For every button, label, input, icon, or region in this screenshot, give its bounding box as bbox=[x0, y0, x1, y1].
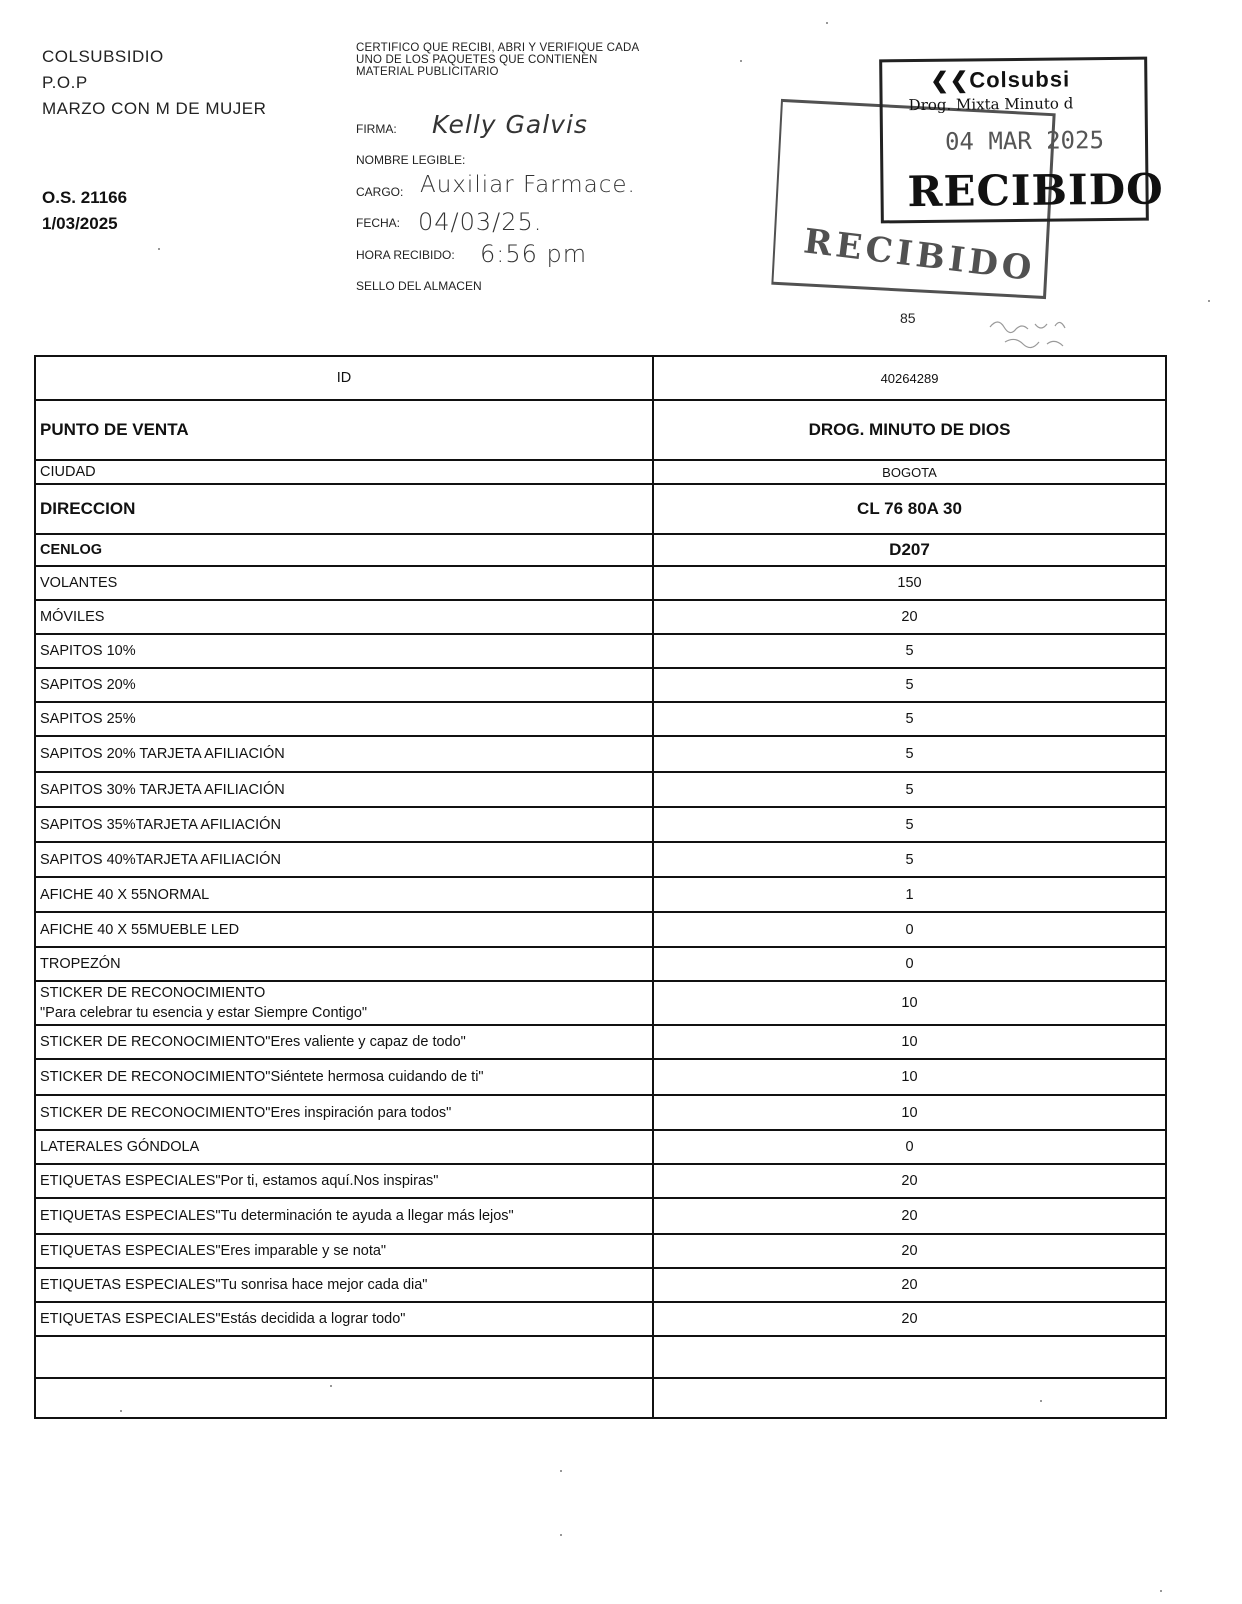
stamp-store: Drog. Mixta Minuto d bbox=[908, 94, 1074, 115]
scan-speck bbox=[1160, 1590, 1162, 1592]
table-row bbox=[36, 357, 1165, 401]
row-value: 10 bbox=[901, 1104, 918, 1121]
table-row bbox=[36, 878, 1165, 913]
row-label: CIUDAD bbox=[36, 461, 654, 483]
row-value bbox=[654, 1379, 1165, 1417]
scan-speck bbox=[560, 1470, 562, 1472]
row-value: 10 bbox=[901, 1069, 918, 1085]
certification-statement: CERTIFICO QUE RECIBI, ABRI Y VERIFIQUE CADA UNO DE LOS PAQUETES QUE CONTIENEN MATERIAL PUBLICITARIO bbox=[356, 42, 639, 78]
table-row bbox=[36, 1199, 1165, 1235]
table-row bbox=[36, 669, 1165, 703]
table-row bbox=[36, 737, 1165, 773]
row-value: 0 bbox=[905, 956, 914, 972]
row-value: 5 bbox=[905, 851, 914, 868]
cargo-value: Auxiliar Farmace. bbox=[420, 172, 636, 198]
row-label: LATERALES GÓNDOLA bbox=[36, 1131, 654, 1163]
row-label-line2: "Para celebrar tu esencia y estar Siempre Contigo" bbox=[40, 1005, 368, 1021]
row-label: SAPITOS 30% TARJETA AFILIACIÓN bbox=[36, 773, 654, 806]
row-value: 40264289 bbox=[880, 370, 939, 386]
scan-speck bbox=[740, 60, 742, 62]
category: P.O.P bbox=[42, 73, 88, 92]
order-info bbox=[42, 185, 127, 237]
page-number: 85 bbox=[900, 310, 916, 326]
table-row bbox=[36, 703, 1165, 737]
row-value: 0 bbox=[905, 1139, 914, 1155]
row-value: 0 bbox=[905, 921, 914, 938]
row-value: CL 76 80A 30 bbox=[857, 499, 962, 518]
row-label: AFICHE 40 X 55MUEBLE LED bbox=[36, 913, 654, 946]
row-label: ETIQUETAS ESPECIALES"Tu sonrisa hace mejor cada dia" bbox=[36, 1269, 654, 1301]
row-value: 5 bbox=[905, 677, 914, 693]
row-label: CENLOG bbox=[36, 535, 654, 565]
row-value: 5 bbox=[905, 746, 914, 762]
row-label: ETIQUETAS ESPECIALES"Eres imparable y se nota" bbox=[36, 1235, 654, 1267]
row-value: 5 bbox=[905, 711, 914, 727]
table-row bbox=[36, 461, 1165, 485]
row-label: SAPITOS 35%TARJETA AFILIACIÓN bbox=[36, 808, 654, 841]
row-label: ETIQUETAS ESPECIALES"Estás decidida a lograr todo" bbox=[36, 1303, 654, 1335]
scan-speck bbox=[826, 22, 828, 24]
row-value: BOGOTA bbox=[882, 464, 937, 480]
row-value: 1 bbox=[905, 886, 914, 903]
row-value: 10 bbox=[901, 995, 918, 1011]
row-label: VOLANTES bbox=[36, 567, 654, 599]
table-row bbox=[36, 1337, 1165, 1379]
row-value: 5 bbox=[905, 816, 914, 833]
table-row bbox=[36, 1026, 1165, 1060]
table-row bbox=[36, 913, 1165, 948]
row-label: PUNTO DE VENTA bbox=[36, 401, 654, 459]
table-row bbox=[36, 773, 1165, 808]
scan-speck bbox=[560, 1534, 562, 1536]
row-label: AFICHE 40 X 55NORMAL bbox=[36, 878, 654, 911]
row-label bbox=[36, 1337, 654, 1377]
row-label bbox=[36, 982, 654, 1024]
table-row bbox=[36, 635, 1165, 669]
order-number: O.S. 21166 bbox=[42, 188, 128, 207]
row-value: 5 bbox=[905, 781, 914, 798]
table-row bbox=[36, 1165, 1165, 1199]
row-label: TROPEZÓN bbox=[36, 948, 654, 980]
stamp-status: RECIBIDO bbox=[907, 164, 1164, 217]
hora-value: 6:56 pm bbox=[480, 240, 588, 268]
cargo-label: CARGO: bbox=[356, 185, 404, 199]
campaign-name: MARZO CON M DE MUJER bbox=[42, 99, 267, 118]
stamp-brand: ❮❮Colsubsi bbox=[930, 66, 1071, 93]
row-value bbox=[654, 1337, 1165, 1377]
row-label: SAPITOS 40%TARJETA AFILIACIÓN bbox=[36, 843, 654, 876]
table-row bbox=[36, 401, 1165, 461]
received-stamp bbox=[879, 57, 1164, 224]
table-row bbox=[36, 1269, 1165, 1303]
scan-speck bbox=[1208, 300, 1210, 302]
table-row bbox=[36, 982, 1165, 1026]
scan-speck bbox=[158, 248, 160, 250]
row-value: 5 bbox=[905, 643, 914, 659]
row-value: DROG. MINUTO DE DIOS bbox=[808, 420, 1011, 439]
table-row bbox=[36, 808, 1165, 843]
row-label: ID bbox=[36, 357, 654, 399]
row-value: 20 bbox=[901, 1277, 918, 1293]
table-row bbox=[36, 1235, 1165, 1269]
sello-label: SELLO DEL ALMACEN bbox=[356, 279, 482, 293]
row-label: DIRECCION bbox=[36, 485, 654, 533]
scan-speck bbox=[1040, 1400, 1042, 1402]
firma-label: FIRMA: bbox=[356, 122, 397, 136]
company-name: COLSUBSIDIO bbox=[42, 47, 164, 66]
row-label: SAPITOS 20% bbox=[36, 669, 654, 701]
scan-speck bbox=[330, 1385, 332, 1387]
row-value: 20 bbox=[901, 1311, 918, 1327]
table-row bbox=[36, 535, 1165, 567]
table-row bbox=[36, 601, 1165, 635]
table-row bbox=[36, 1303, 1165, 1337]
fecha-value: 04/03/25. bbox=[418, 208, 543, 236]
row-label: ETIQUETAS ESPECIALES"Tu determinación te ayuda a llegar más lejos" bbox=[36, 1199, 654, 1233]
order-date: 1/03/2025 bbox=[42, 214, 118, 233]
table-row bbox=[36, 1060, 1165, 1096]
stamp-date: 04 MAR 2025 bbox=[944, 126, 1105, 156]
row-value: 20 bbox=[901, 1243, 918, 1259]
row-label: SAPITOS 20% TARJETA AFILIACIÓN bbox=[36, 737, 654, 771]
table-row bbox=[36, 948, 1165, 982]
row-label: STICKER DE RECONOCIMIENTO"Siéntete hermosa cuidando de ti" bbox=[36, 1060, 654, 1094]
table-row bbox=[36, 1131, 1165, 1165]
row-value: 20 bbox=[901, 1173, 918, 1189]
row-label: SAPITOS 25% bbox=[36, 703, 654, 735]
row-label-line1: STICKER DE RECONOCIMIENTO bbox=[40, 985, 266, 1001]
table-row bbox=[36, 1379, 1165, 1419]
row-value: 20 bbox=[901, 1208, 918, 1224]
stamp-arrow-icon: ❮❮ bbox=[930, 67, 970, 93]
row-label: ETIQUETAS ESPECIALES"Por ti, estamos aquí.Nos inspiras" bbox=[36, 1165, 654, 1197]
stamp-back-status: RECIBIDO bbox=[801, 221, 1038, 290]
row-value: D207 bbox=[889, 540, 930, 559]
firma-signature: Kelly Galvis bbox=[432, 110, 588, 139]
table-row bbox=[36, 485, 1165, 535]
fecha-label: FECHA: bbox=[356, 216, 401, 230]
hora-label: HORA RECIBIDO: bbox=[356, 248, 455, 262]
handwritten-scribble bbox=[985, 312, 1095, 352]
row-label bbox=[36, 1379, 654, 1417]
header-left bbox=[42, 44, 266, 122]
row-value: 10 bbox=[901, 1034, 918, 1050]
row-label: MÓVILES bbox=[36, 601, 654, 633]
table-row bbox=[36, 1096, 1165, 1131]
table-row bbox=[36, 567, 1165, 601]
row-label: SAPITOS 10% bbox=[36, 635, 654, 667]
table-row bbox=[36, 843, 1165, 878]
nombre-label: NOMBRE LEGIBLE: bbox=[356, 153, 466, 167]
row-value: 150 bbox=[897, 575, 922, 591]
row-value: 20 bbox=[901, 609, 918, 625]
materials-table bbox=[34, 355, 1167, 1419]
scan-speck bbox=[120, 1410, 122, 1412]
row-label: STICKER DE RECONOCIMIENTO"Eres valiente y capaz de todo" bbox=[36, 1026, 654, 1058]
row-label: STICKER DE RECONOCIMIENTO"Eres inspiración para todos" bbox=[36, 1096, 654, 1129]
